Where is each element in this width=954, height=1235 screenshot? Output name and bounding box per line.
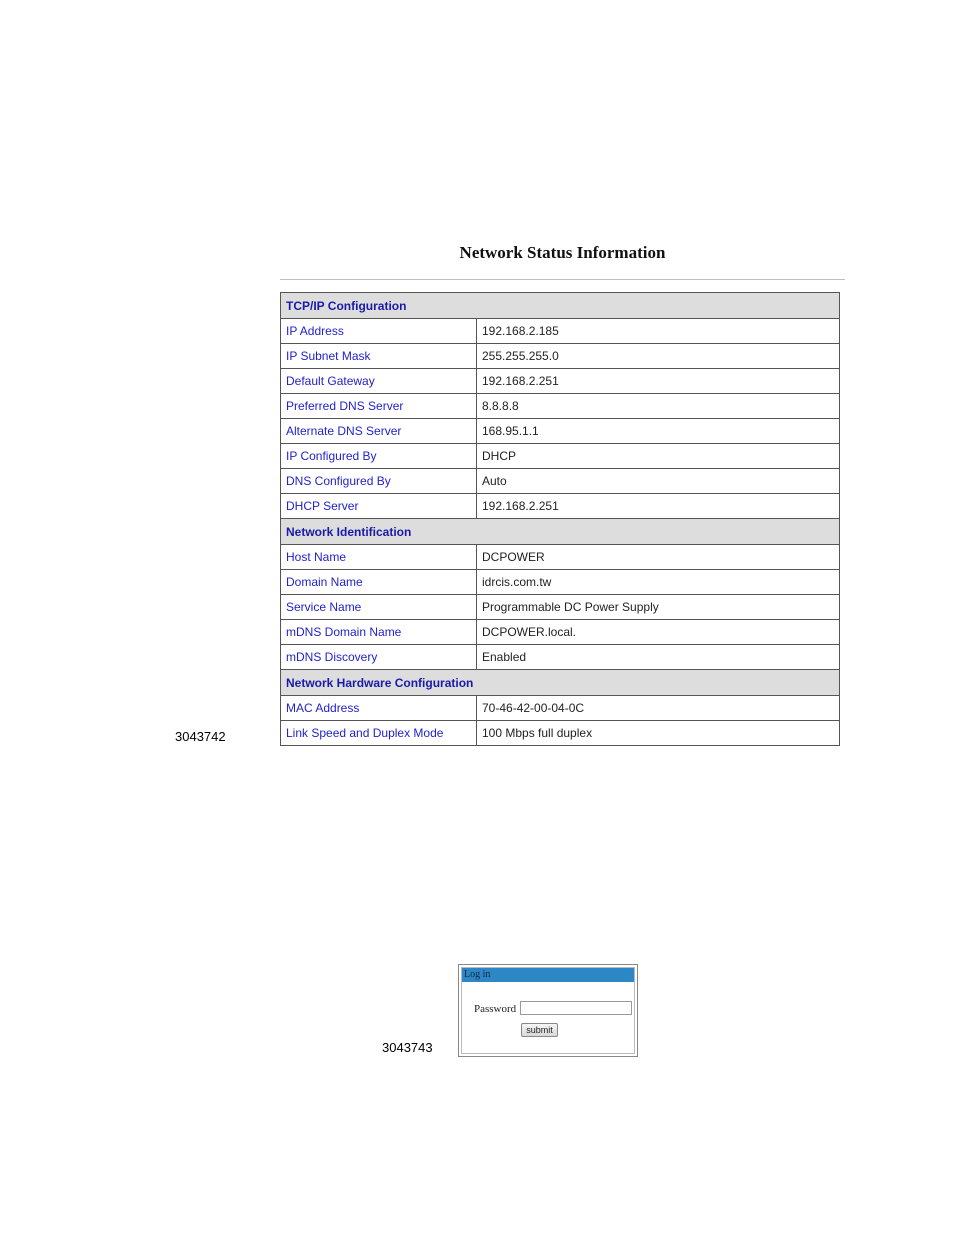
row-label-subnet-mask: IP Subnet Mask <box>281 344 477 369</box>
page-title: Network Status Information <box>459 243 666 262</box>
table-row <box>281 570 840 595</box>
table-row <box>281 696 840 721</box>
row-value-subnet-mask: 255.255.255.0 <box>477 344 840 369</box>
row-value-domain-name: idrcis.com.tw <box>477 570 840 595</box>
row-value-host-name: DCPOWER <box>477 545 840 570</box>
password-input[interactable] <box>520 1001 632 1015</box>
table-row <box>281 721 840 746</box>
row-value-mdns-discovery: Enabled <box>477 645 840 670</box>
row-value-default-gateway: 192.168.2.251 <box>477 369 840 394</box>
password-label: Password <box>474 1003 517 1015</box>
table-row <box>281 645 840 670</box>
row-value-preferred-dns: 8.8.8.8 <box>477 394 840 419</box>
section-header-row <box>281 670 840 696</box>
row-label-mdns-domain-name: mDNS Domain Name <box>281 620 477 645</box>
row-label-domain-name: Domain Name <box>281 570 477 595</box>
row-label-alternate-dns: Alternate DNS Server <box>281 419 477 444</box>
section-header-network-identification: Network Identification <box>281 519 840 545</box>
row-value-link-speed: 100 Mbps full duplex <box>477 721 840 746</box>
row-value-alternate-dns: 168.95.1.1 <box>477 419 840 444</box>
login-header: Log in <box>462 968 634 982</box>
table-row <box>281 545 840 570</box>
table-row <box>281 595 840 620</box>
login-panel-inner <box>461 967 635 1054</box>
figure-id-login: 3043743 <box>382 1040 433 1055</box>
row-label-service-name: Service Name <box>281 595 477 620</box>
row-label-dhcp-server: DHCP Server <box>281 494 477 519</box>
section-header-row <box>281 519 840 545</box>
network-status-table <box>280 292 840 746</box>
row-label-ip-configured-by: IP Configured By <box>281 444 477 469</box>
row-label-dns-configured-by: DNS Configured By <box>281 469 477 494</box>
row-value-ip-address: 192.168.2.185 <box>477 319 840 344</box>
row-value-dns-configured-by: Auto <box>477 469 840 494</box>
login-panel <box>458 964 638 1057</box>
section-header-tcpip: TCP/IP Configuration <box>281 293 840 319</box>
row-label-link-speed: Link Speed and Duplex Mode <box>281 721 477 746</box>
table-row <box>281 419 840 444</box>
table-row <box>281 394 840 419</box>
row-label-host-name: Host Name <box>281 545 477 570</box>
table-row <box>281 620 840 645</box>
table-row <box>281 494 840 519</box>
row-label-mdns-discovery: mDNS Discovery <box>281 645 477 670</box>
submit-button[interactable]: submit <box>521 1023 558 1037</box>
row-value-dhcp-server: 192.168.2.251 <box>477 494 840 519</box>
row-value-mac-address: 70-46-42-00-04-0C <box>477 696 840 721</box>
table-row <box>281 444 840 469</box>
section-header-network-hardware: Network Hardware Configuration <box>281 670 840 696</box>
table-row <box>281 369 840 394</box>
row-label-mac-address: MAC Address <box>281 696 477 721</box>
table-row <box>281 469 840 494</box>
title-divider <box>280 279 845 280</box>
row-label-ip-address: IP Address <box>281 319 477 344</box>
row-label-preferred-dns: Preferred DNS Server <box>281 394 477 419</box>
row-value-service-name: Programmable DC Power Supply <box>477 595 840 620</box>
row-label-default-gateway: Default Gateway <box>281 369 477 394</box>
table-row <box>281 319 840 344</box>
row-value-mdns-domain-name: DCPOWER.local. <box>477 620 840 645</box>
row-value-ip-configured-by: DHCP <box>477 444 840 469</box>
section-header-row <box>281 293 840 319</box>
table-row <box>281 344 840 369</box>
figure-id-status-table: 3043742 <box>175 729 226 744</box>
